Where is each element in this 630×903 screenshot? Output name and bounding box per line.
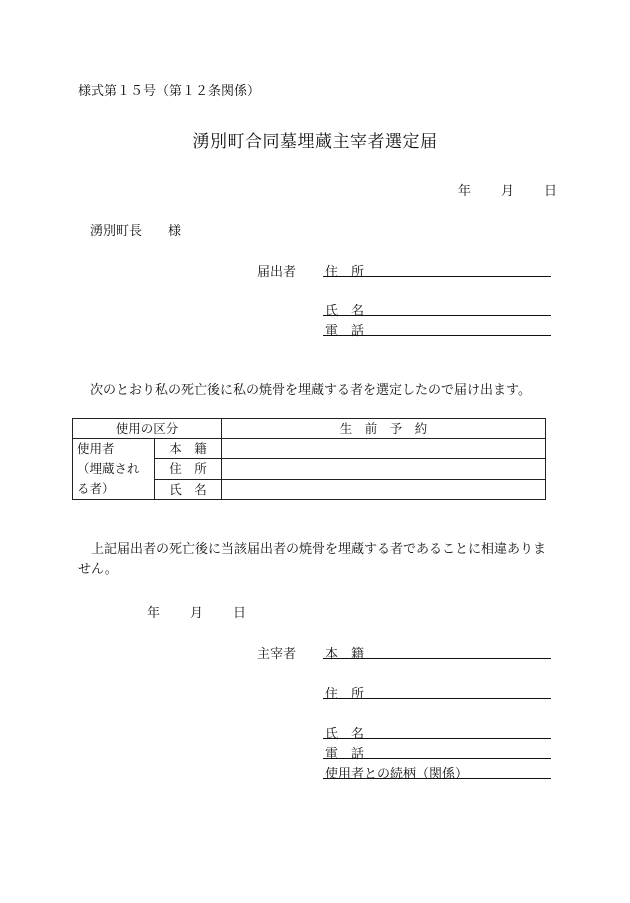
- name-value-cell[interactable]: [222, 479, 546, 499]
- header-pre-reservation: 生 前 予 約: [222, 419, 546, 439]
- organizer-name-field[interactable]: [323, 738, 551, 739]
- lower-date-month: 月: [190, 606, 204, 621]
- header-date-month: 月: [501, 184, 515, 199]
- user-label-cell: [73, 439, 155, 500]
- form-number: 様式第１５号（第１２条関係）: [78, 84, 261, 99]
- lower-date-day: 日: [233, 606, 247, 621]
- organizer-name-label: 氏 名: [325, 727, 365, 742]
- applicant-address-label: 住 所: [325, 265, 365, 280]
- user-label-line2: （埋蔵され: [77, 461, 140, 476]
- lower-date: [147, 602, 246, 621]
- row-label-honseki: 本 籍: [155, 439, 222, 459]
- user-label-line1: 使用者: [77, 441, 115, 456]
- applicant-role: 届出者: [257, 265, 297, 280]
- row-label-address: 住 所: [155, 459, 222, 479]
- table-header-row: [73, 419, 546, 439]
- applicant-name-label: 氏 名: [325, 304, 365, 319]
- header-usage-category: 使用の区分: [73, 419, 222, 439]
- document-title: 湧別町合同墓埋蔵主宰者選定届: [192, 132, 438, 152]
- organizer-honseki-field[interactable]: [323, 658, 551, 659]
- usage-table: [72, 418, 546, 500]
- header-date: [458, 180, 557, 199]
- organizer-address-field[interactable]: [323, 698, 551, 699]
- applicant-phone-label: 電 話: [325, 324, 365, 339]
- declaration: 上記届出者の死亡後に当該届出者の焼骨を埋蔵する者であることに相違ありません。: [78, 542, 547, 577]
- header-date-year: 年: [458, 184, 472, 199]
- table-row-honseki: [73, 439, 546, 459]
- applicant-phone-field[interactable]: [323, 335, 551, 336]
- applicant-name-field[interactable]: [323, 315, 551, 316]
- addressee: 湧別町長 様: [90, 224, 182, 239]
- header-date-day: 日: [544, 184, 558, 199]
- organizer-role: 主宰者: [257, 647, 297, 662]
- organizer-address-label: 住 所: [325, 687, 365, 702]
- organizer-honseki-label: 本 籍: [325, 647, 365, 662]
- organizer-relation-label: 使用者との続柄（関係）: [325, 767, 469, 782]
- organizer-phone-field[interactable]: [323, 758, 551, 759]
- user-label-line3: る者）: [77, 481, 115, 496]
- lower-date-year: 年: [147, 606, 161, 621]
- applicant-address-field[interactable]: [323, 276, 551, 277]
- row-label-name: 氏 名: [155, 479, 222, 499]
- statement: 次のとおり私の死亡後に私の焼骨を埋蔵する者を選定したので届け出ます。: [90, 383, 531, 398]
- honseki-value-cell[interactable]: [222, 439, 546, 459]
- address-value-cell[interactable]: [222, 459, 546, 479]
- organizer-relation-field[interactable]: [323, 778, 551, 779]
- organizer-phone-label: 電 話: [325, 747, 365, 762]
